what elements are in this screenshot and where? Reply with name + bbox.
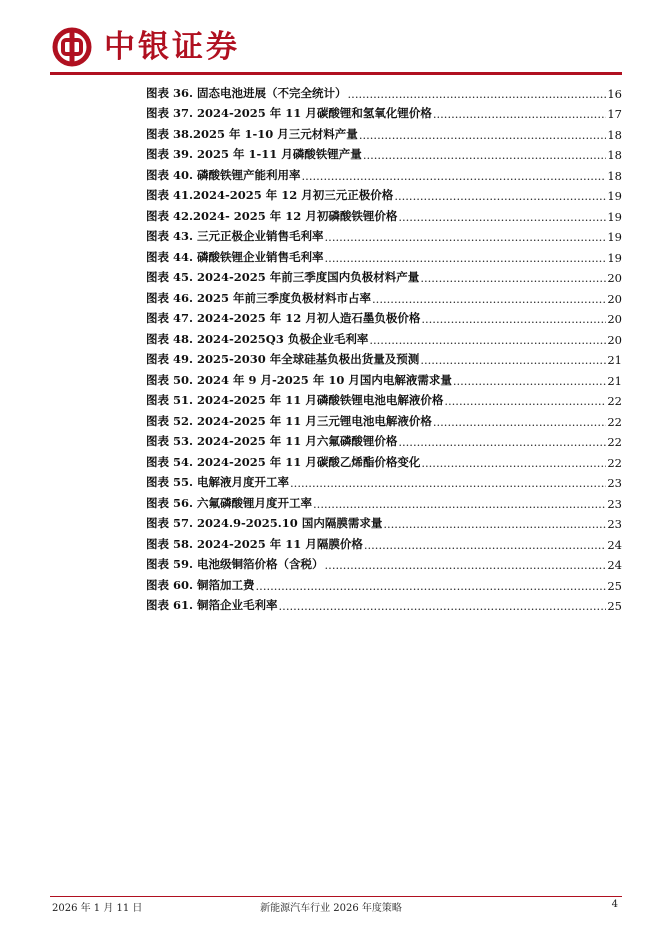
toc-leader-dots	[325, 251, 607, 265]
toc-entry-title: 图表 50. 2024 年 9 月-2025 年 10 月国内电解液需求量	[146, 372, 452, 387]
toc-entry[interactable]	[146, 470, 622, 491]
toc-entry[interactable]	[146, 572, 622, 593]
toc-leader-dots	[290, 476, 606, 490]
toc-entry-title: 图表 54. 2024-2025 年 11 月碳酸乙烯酯价格变化	[146, 454, 421, 469]
toc-leader-dots	[313, 497, 606, 511]
toc-entry-title: 图表 38.2025 年 1-10 月三元材料产量	[146, 126, 358, 141]
toc-entry[interactable]	[146, 265, 622, 286]
toc-entry-page: 17	[607, 107, 622, 121]
toc-entry[interactable]	[146, 285, 622, 306]
toc-leader-dots	[372, 292, 606, 306]
toc-leader-dots	[325, 230, 607, 244]
toc-entry[interactable]	[146, 162, 622, 183]
header-divider	[50, 72, 622, 75]
toc-leader-dots	[444, 394, 606, 408]
toc-leader-dots	[363, 148, 607, 162]
toc-entry-page: 22	[607, 435, 622, 449]
toc-entry-page: 23	[607, 476, 622, 490]
toc-entry-page: 19	[607, 250, 622, 265]
toc-entry[interactable]	[146, 511, 622, 532]
toc-entry-page: 20	[607, 291, 622, 306]
toc-entry-title: 图表 49. 2025-2030 年全球硅基负极出货量及预测	[146, 352, 420, 366]
toc-entry-page: 18	[607, 148, 622, 162]
toc-leader-dots	[364, 538, 607, 552]
toc-entry-page: 23	[607, 496, 622, 511]
toc-entry-page: 20	[607, 271, 622, 285]
toc-entry-page: 20	[607, 332, 622, 347]
toc-entry-page: 22	[607, 455, 622, 470]
toc-entry[interactable]	[146, 531, 622, 552]
toc-leader-dots	[420, 353, 606, 367]
toc-entry-title: 图表 56. 六氟磷酸锂月度开工率	[146, 495, 313, 510]
toc-leader-dots	[394, 189, 606, 203]
toc-entry[interactable]	[146, 593, 622, 614]
toc-entry-page: 24	[607, 558, 622, 572]
toc-entry[interactable]	[146, 490, 622, 511]
toc-leader-dots	[421, 456, 606, 470]
toc-entry-title: 图表 40. 磷酸铁锂产能利用率	[146, 167, 301, 182]
toc-entry-page: 25	[607, 578, 622, 593]
toc-entry-title: 图表 46. 2025 年前三季度负极材料市占率	[146, 290, 372, 305]
toc-entry-title: 图表 55. 电解液月度开工率	[146, 475, 290, 489]
toc-entry[interactable]	[146, 142, 622, 163]
toc-entry-page: 21	[607, 353, 622, 367]
toc-entry-page: 19	[607, 209, 622, 224]
toc-leader-dots	[433, 107, 607, 121]
toc-entry[interactable]	[146, 429, 622, 450]
toc-leader-dots	[256, 579, 607, 593]
toc-entry-title: 图表 44. 磷酸铁锂企业销售毛利率	[146, 249, 324, 264]
toc-leader-dots	[302, 169, 607, 183]
toc-entry-page: 22	[607, 394, 622, 408]
toc-entry-page: 24	[607, 537, 622, 552]
toc-entry[interactable]	[146, 306, 622, 327]
toc-entry-page: 16	[607, 86, 622, 101]
toc-entry-title: 图表 36. 固态电池进展（不完全统计）	[146, 85, 347, 100]
toc-entry-page: 19	[607, 230, 622, 244]
toc-leader-dots	[369, 333, 606, 347]
toc-entry-title: 图表 57. 2024.9-2025.10 国内隔膜需求量	[146, 516, 383, 530]
toc-entry[interactable]	[146, 244, 622, 265]
toc-entry-page: 18	[607, 168, 622, 183]
toc-entry[interactable]	[146, 121, 622, 142]
toc-entry[interactable]	[146, 408, 622, 429]
toc-entry-title: 图表 42.2024- 2025 年 12 月初磷酸铁锂价格	[146, 208, 398, 223]
toc-entry[interactable]	[146, 552, 622, 573]
toc-entry-title: 图表 53. 2024-2025 年 11 月六氟磷酸锂价格	[146, 434, 398, 448]
toc-entry-page: 19	[607, 189, 622, 203]
toc-leader-dots	[325, 558, 607, 572]
toc-entry-title: 图表 45. 2024-2025 年前三季度国内负极材料产量	[146, 270, 420, 284]
toc-entry-page: 25	[607, 599, 622, 613]
toc-entry-title: 图表 61. 铜箔企业毛利率	[146, 598, 278, 612]
toc-leader-dots	[433, 415, 607, 429]
toc-entry-page: 20	[607, 312, 622, 326]
footer-divider	[50, 896, 622, 897]
toc-entry[interactable]	[146, 347, 622, 368]
toc-entry-page: 18	[607, 127, 622, 142]
toc-leader-dots	[398, 210, 606, 224]
toc-entry-title: 图表 48. 2024-2025Q3 负极企业毛利率	[146, 331, 369, 346]
toc-leader-dots	[383, 517, 606, 531]
toc-leader-dots	[421, 312, 606, 326]
toc-entry-title: 图表 41.2024-2025 年 12 月初三元正极价格	[146, 188, 394, 202]
toc-entry[interactable]	[146, 80, 622, 101]
toc-entry-title: 图表 51. 2024-2025 年 11 月磷酸铁锂电池电解液价格	[146, 393, 444, 407]
toc-leader-dots	[420, 271, 606, 285]
toc-entry-title: 图表 59. 电池级铜箔价格（含税）	[146, 557, 324, 571]
toc-entry-title: 图表 47. 2024-2025 年 12 月初人造石墨负极价格	[146, 311, 421, 325]
page-header	[52, 22, 240, 72]
toc-entry[interactable]	[146, 367, 622, 388]
toc-leader-dots	[279, 599, 607, 613]
toc-entry-title: 图表 58. 2024-2025 年 11 月隔膜价格	[146, 536, 363, 551]
toc-entry[interactable]	[146, 101, 622, 122]
toc-entry-page: 21	[607, 373, 622, 388]
toc-entry-title: 图表 37. 2024-2025 年 11 月碳酸锂和氢氧化锂价格	[146, 106, 432, 120]
toc-entry-title: 图表 60. 铜箔加工费	[146, 577, 255, 592]
toc-entry-title: 图表 43. 三元正极企业销售毛利率	[146, 229, 324, 243]
footer-date: 2026 年 1 月 11 日	[52, 903, 143, 914]
toc-entry[interactable]	[146, 449, 622, 470]
toc-leader-dots	[453, 374, 607, 388]
table-of-contents	[146, 80, 622, 613]
bank-of-china-logo-icon	[52, 27, 92, 67]
brand-name: 中银证券	[104, 29, 240, 65]
toc-leader-dots	[348, 87, 607, 101]
toc-entry-page: 22	[607, 414, 622, 429]
toc-entry[interactable]	[146, 326, 622, 347]
footer-page-number: 4	[611, 899, 618, 910]
toc-leader-dots	[398, 435, 606, 449]
toc-leader-dots	[359, 128, 607, 142]
footer-report-title: 新能源汽车行业 2026 年度策略	[260, 903, 402, 914]
toc-entry-title: 图表 39. 2025 年 1-11 月磷酸铁锂产量	[146, 147, 362, 161]
toc-entry[interactable]	[146, 388, 622, 409]
toc-entry[interactable]	[146, 183, 622, 204]
toc-entry[interactable]	[146, 224, 622, 245]
toc-entry-title: 图表 52. 2024-2025 年 11 月三元锂电池电解液价格	[146, 413, 432, 428]
toc-entry[interactable]	[146, 203, 622, 224]
toc-entry-page: 23	[607, 517, 622, 531]
